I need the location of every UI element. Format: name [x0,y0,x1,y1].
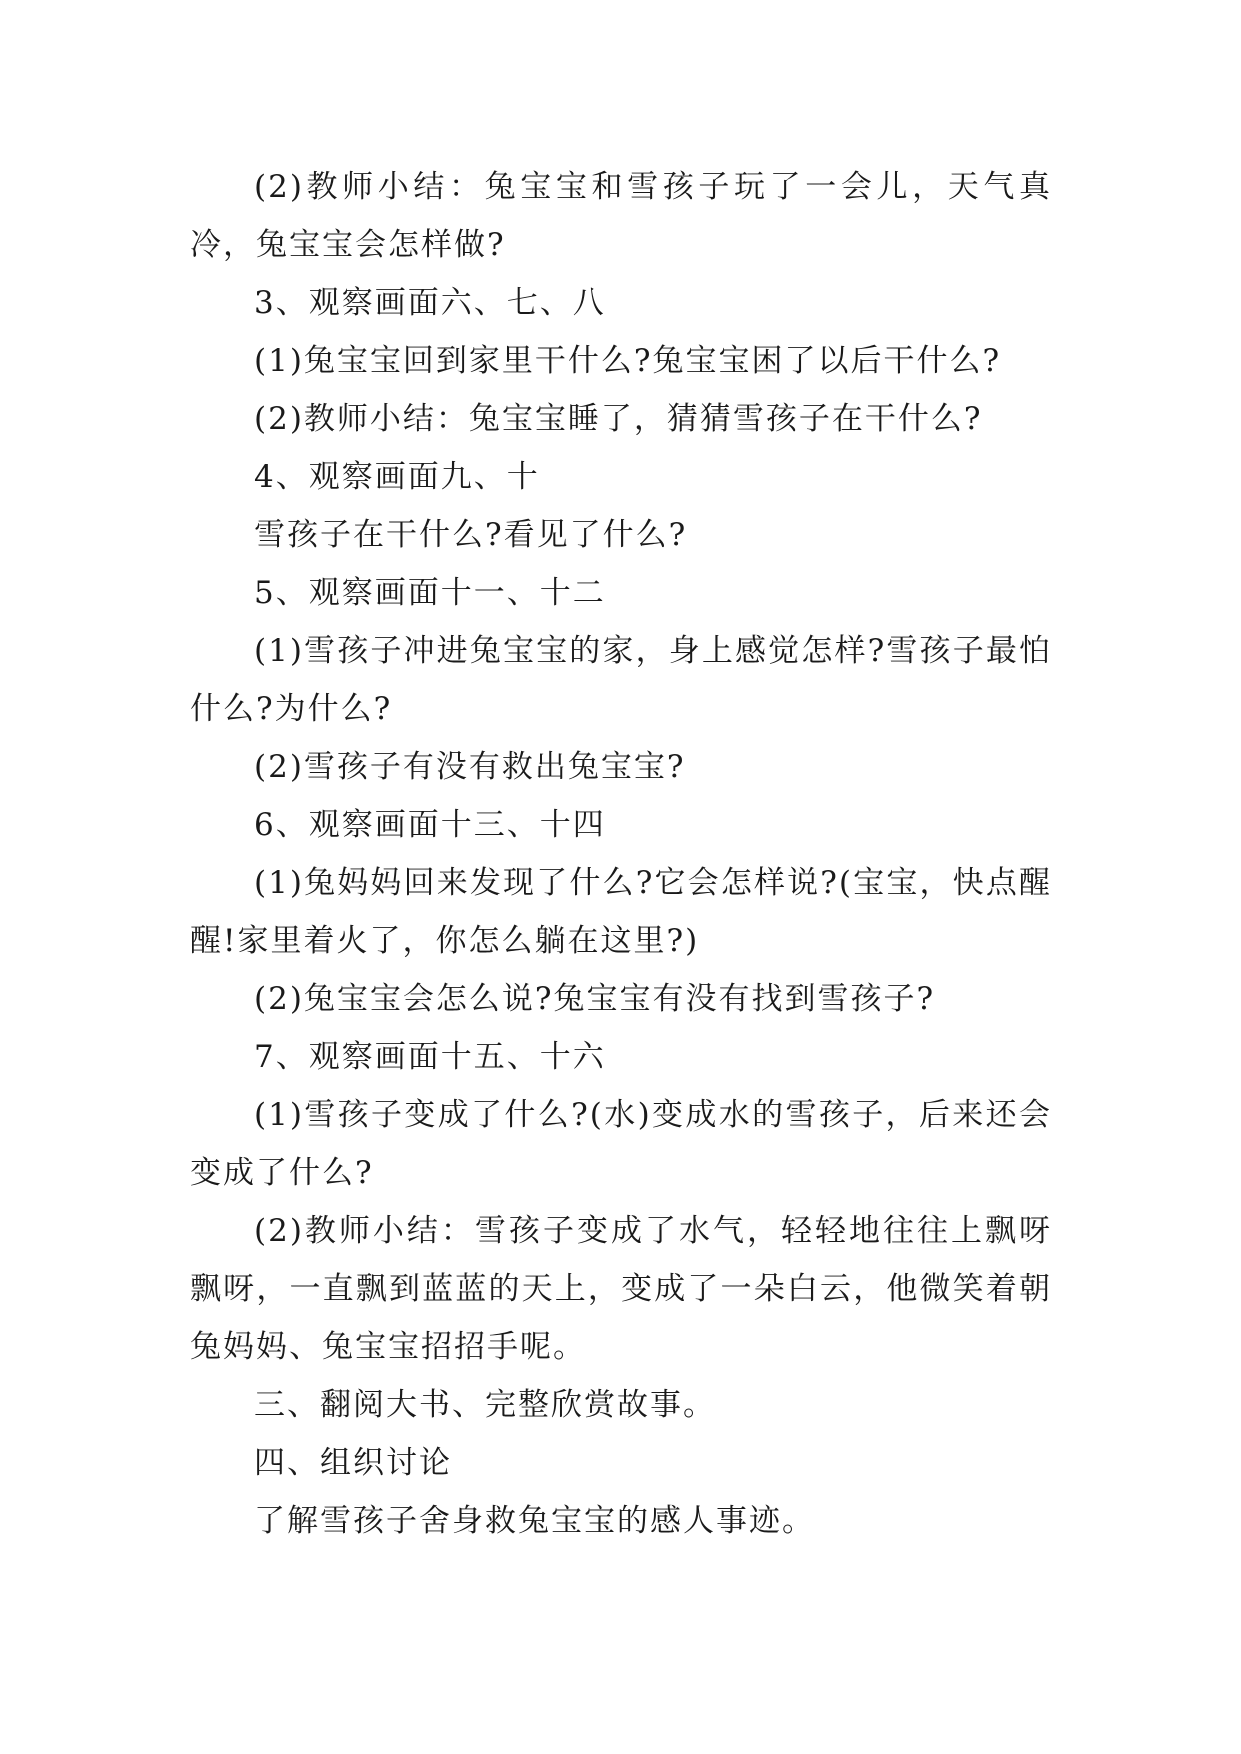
paragraph-step-5-heading: 5、观察画面十一、十二 [254,575,606,611]
paragraph-step-3-heading: 3、观察画面六、七、八 [254,285,606,321]
paragraph-step-3-summary: (2)教师小结：兔宝宝睡了，猜猜雪孩子在干什么? [254,401,983,437]
paragraph-step-7-question-1: (1)雪孩子变成了什么?(水)变成水的雪孩子，后来还会变成了什么? [190,1097,1052,1191]
paragraph-step-6-question-1: (1)兔妈妈回来发现了什么?它会怎样说?(宝宝，快点醒醒!家里着火了，你怎么躺在这里?) [190,865,1052,959]
paragraph-teacher-summary-1: (2)教师小结：兔宝宝和雪孩子玩了一会儿，天气真冷，兔宝宝会怎样做? [190,169,1052,263]
paragraph-step-3-question-1: (1)兔宝宝回到家里干什么?兔宝宝困了以后干什么? [254,343,1002,379]
paragraph-step-4-question: 雪孩子在干什么?看见了什么? [254,517,688,553]
paragraph-section-4-detail: 了解雪孩子舍身救兔宝宝的感人事迹。 [254,1503,815,1539]
paragraph-step-4-heading: 4、观察画面九、十 [254,459,540,495]
paragraph-step-7-summary: (2)教师小结：雪孩子变成了水气，轻轻地往往上飘呀飘呀，一直飘到蓝蓝的天上，变成了一朵白云，他微笑着朝兔妈妈、兔宝宝招招手呢。 [190,1213,1052,1365]
paragraph-step-6-heading: 6、观察画面十三、十四 [254,807,606,843]
paragraph-step-5-question-1: (1)雪孩子冲进兔宝宝的家，身上感觉怎样?雪孩子最怕什么?为什么? [190,633,1052,727]
paragraph-step-6-question-2: (2)兔宝宝会怎么说?兔宝宝有没有找到雪孩子? [254,981,936,1017]
paragraph-section-3: 三、翻阅大书、完整欣赏故事。 [254,1387,716,1423]
paragraph-step-5-question-2: (2)雪孩子有没有救出兔宝宝? [254,749,686,785]
document-body [190,158,1052,1550]
paragraph-step-7-heading: 7、观察画面十五、十六 [254,1039,606,1075]
paragraph-section-4: 四、组织讨论 [254,1445,452,1481]
